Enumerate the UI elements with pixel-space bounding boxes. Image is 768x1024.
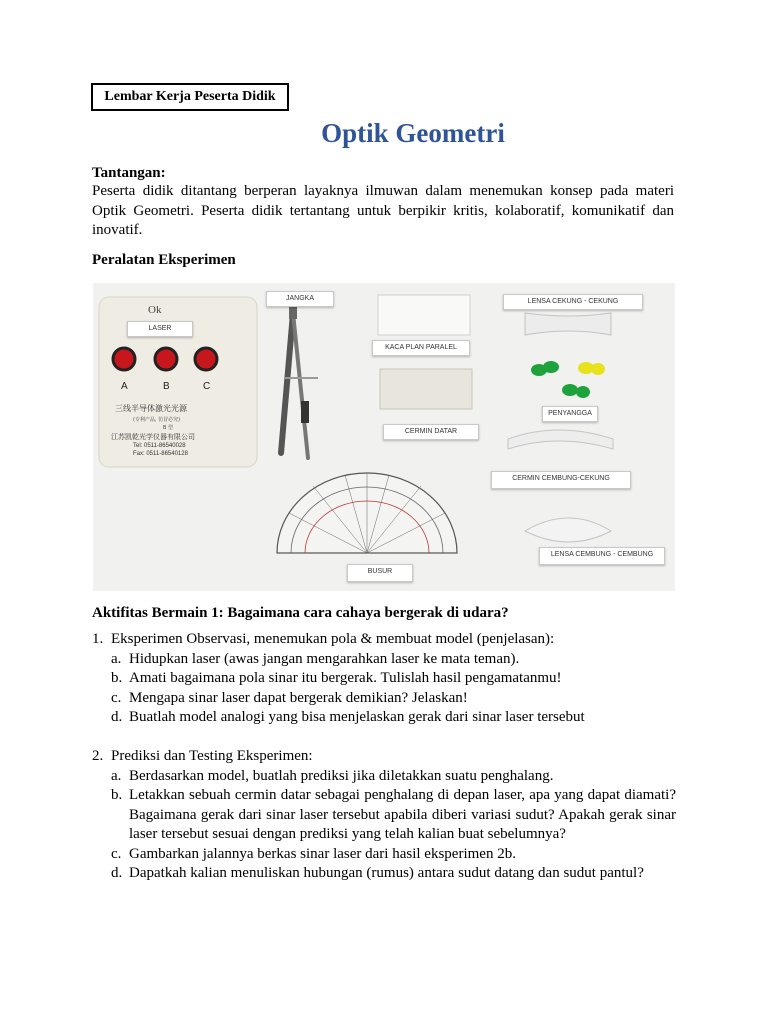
list-item-text: Eksperimen Observasi, menemukan pola & membuat model (penjelasan): bbox=[111, 631, 555, 647]
worksheet-label-box: Lembar Kerja Peserta Didik bbox=[91, 83, 289, 111]
laser-box-model: B 型 bbox=[163, 425, 174, 431]
protractor-icon bbox=[277, 473, 457, 553]
switch-c-label: C bbox=[203, 381, 211, 392]
sub-text: Letakkan sebuah cermin datar sebagai penghalang di depan laser, apa yang dapat diamati? Bagaimana gerak dari sinar laser tersebut apabila diberi variasi sudut? Apakah gerak sinar laser tersebut sesuai dengan prediksi yang telah kalian buat sebelumnya? bbox=[129, 787, 676, 842]
equipment-photo bbox=[93, 283, 675, 591]
holder-icons bbox=[531, 361, 605, 398]
laser-box-tel: Tel: 0511-86540028 bbox=[133, 443, 186, 449]
parallel-glass bbox=[378, 295, 470, 335]
sub-text: Berdasarkan model, buatlah prediksi jika diletakkan suatu penghalang. bbox=[129, 767, 554, 784]
sub-letter: a. bbox=[111, 650, 122, 667]
activity1-heading: Aktifitas Bermain 1: Bagaimana cara cahaya bergerak di udara? bbox=[92, 605, 509, 621]
switch-b-label: B bbox=[163, 381, 170, 392]
sub-item bbox=[92, 864, 676, 884]
sub-letter: d. bbox=[111, 709, 123, 725]
equipment-heading: Peralatan Eksperimen bbox=[92, 252, 236, 268]
sub-text: Amati bagaimana pola sinar itu bergerak. Tulislah hasil pengamatanmu! bbox=[129, 670, 562, 686]
laser-box-company: 江苏凯乾光学仪器有限公司 bbox=[111, 433, 195, 441]
label-flat-mirror: CERMIN DATAR bbox=[383, 424, 479, 440]
challenge-heading: Tantangan: bbox=[92, 165, 166, 181]
laser-box-mark: Ok bbox=[148, 304, 162, 316]
sub-letter: a. bbox=[111, 767, 122, 784]
sub-text: Mengapa sinar laser dapat bergerak demikian? Jelaskan! bbox=[129, 689, 468, 706]
flat-mirror bbox=[380, 369, 472, 409]
sub-text: Dapatkah kalian menuliskan hubungan (rumus) antara sudut datang dan sudut pantul? bbox=[129, 865, 644, 881]
sub-letter: c. bbox=[111, 689, 122, 706]
laser-box-small: (专利产品, 仿冒必究) bbox=[133, 417, 181, 423]
list-item-2 bbox=[92, 747, 676, 767]
convex-concave-mirror bbox=[508, 430, 613, 449]
sub-item bbox=[92, 767, 676, 787]
label-convex-concave-mirror: CERMIN CEMBUNG-CEKUNG bbox=[491, 471, 631, 489]
sub-item bbox=[92, 669, 676, 689]
concave-lens bbox=[525, 313, 611, 335]
sub-letter: d. bbox=[111, 865, 123, 881]
label-compass: JANGKA bbox=[266, 291, 334, 307]
sub-item bbox=[92, 786, 676, 845]
activity1-list-2 bbox=[92, 747, 676, 884]
list-number: 2. bbox=[92, 748, 104, 764]
sub-item bbox=[92, 689, 676, 709]
sub-text: Gambarkan jalannya berkas sinar laser dari hasil eksperimen 2b. bbox=[129, 845, 516, 862]
page-title: Optik Geometri bbox=[321, 118, 505, 148]
sub-item bbox=[92, 708, 676, 728]
laser-box-fax: Fax: 0511-86540128 bbox=[133, 451, 188, 457]
label-laser: LASER bbox=[127, 321, 193, 337]
sub-letter: c. bbox=[111, 845, 122, 862]
laser-box-chinese: 三线半导体激光光源 bbox=[115, 404, 187, 413]
list-item-text: Prediksi dan Testing Eksperimen: bbox=[111, 748, 313, 764]
sub-item bbox=[92, 650, 676, 670]
list-number: 1. bbox=[92, 631, 104, 647]
switch-c-icon bbox=[195, 348, 217, 370]
sub-letter: b. bbox=[111, 670, 123, 686]
convex-lens bbox=[525, 518, 611, 542]
challenge-text: Peserta didik ditantang berperan layaknya ilmuwan dalam menemukan konsep pada materi Optik Geometri. Peserta didik tertantang untuk berpikir kritis, kolaboratif, komunikatif dan inovatif. bbox=[92, 183, 674, 238]
switch-a-label: A bbox=[121, 381, 128, 392]
activity1-list-1 bbox=[92, 630, 676, 728]
compass-icon bbox=[281, 305, 318, 458]
sub-text: Buatlah model analogi yang bisa menjelaskan gerak dari sinar laser tersebut bbox=[129, 709, 585, 725]
sub-letter: b. bbox=[111, 787, 123, 803]
label-concave-lens: LENSA CEKUNG - CEKUNG bbox=[503, 294, 643, 310]
sub-item bbox=[92, 845, 676, 865]
label-protractor: BUSUR bbox=[347, 564, 413, 582]
label-convex-lens: LENSA CEMBUNG - CEMBUNG bbox=[539, 547, 665, 565]
sub-text: Hidupkan laser (awas jangan mengarahkan laser ke mata teman). bbox=[129, 650, 520, 667]
label-holder: PENYANGGA bbox=[542, 406, 598, 422]
list-item-1 bbox=[92, 630, 676, 650]
switch-a-icon bbox=[113, 348, 135, 370]
label-parallel-glass: KACA PLAN PARALEL bbox=[372, 340, 470, 356]
switch-b-icon bbox=[155, 348, 177, 370]
